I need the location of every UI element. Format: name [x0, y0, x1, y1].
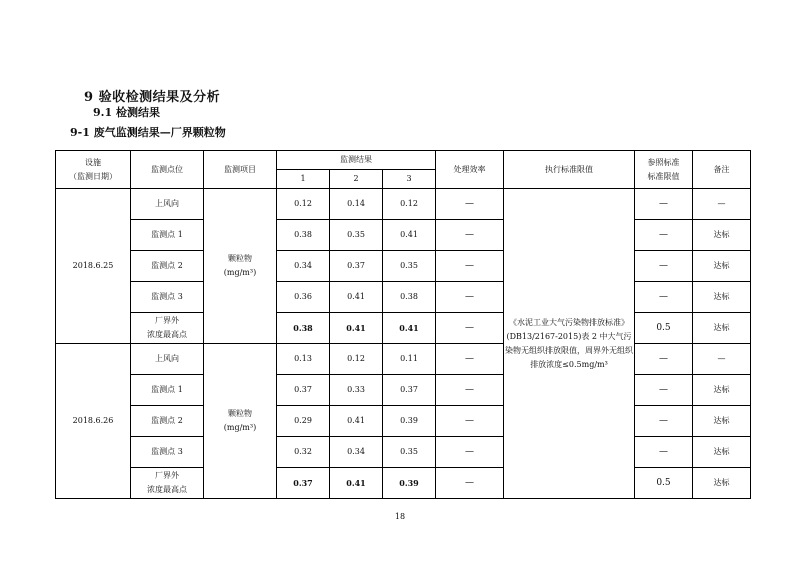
note-value: 达标: [693, 282, 751, 313]
monitoring-point: 监测点 1: [131, 220, 204, 251]
result-value-2: 0.41: [330, 406, 383, 437]
monitoring-point: 监测点 3: [131, 437, 204, 468]
result-value-2: 0.33: [330, 375, 383, 406]
result-value-2: 0.12: [330, 344, 383, 375]
efficiency-value: —: [436, 406, 504, 437]
note-value: 达标: [693, 406, 751, 437]
reference-limit: —: [635, 375, 693, 406]
reference-limit: —: [635, 437, 693, 468]
reference-limit: —: [635, 251, 693, 282]
reference-limit: —: [635, 220, 693, 251]
result-value-1: 0.37: [277, 375, 330, 406]
result-value-3: 0.41: [383, 313, 436, 344]
result-value-2: 0.41: [330, 282, 383, 313]
header-results: 监测结果: [277, 151, 436, 170]
monitoring-point: 上风向: [131, 189, 204, 220]
monitoring-point: 监测点 1: [131, 375, 204, 406]
note-value: 达标: [693, 251, 751, 282]
table-row: [56, 220, 751, 251]
monitoring-point: 上风向: [131, 344, 204, 375]
result-value-2: 0.41: [330, 313, 383, 344]
monitoring-point: 厂界外 浓度最高点: [131, 313, 204, 344]
efficiency-value: —: [436, 468, 504, 499]
result-value-2: 0.14: [330, 189, 383, 220]
result-value-3: 0.39: [383, 468, 436, 499]
monitoring-date: 2018.6.25: [56, 189, 131, 344]
header-point: 监测点位: [131, 151, 204, 189]
reference-limit: 0.5: [635, 313, 693, 344]
reference-limit: —: [635, 344, 693, 375]
table-row: [56, 437, 751, 468]
monitoring-point: 监测点 2: [131, 406, 204, 437]
monitoring-item: 颗粒物 (mg/m³): [204, 344, 277, 499]
result-value-3: 0.37: [383, 375, 436, 406]
monitoring-point: 监测点 2: [131, 251, 204, 282]
note-value: —: [693, 189, 751, 220]
efficiency-value: —: [436, 375, 504, 406]
header-standard: 执行标准限值: [504, 151, 635, 189]
table-row: [56, 313, 751, 344]
efficiency-value: —: [436, 251, 504, 282]
reference-limit: —: [635, 282, 693, 313]
result-value-3: 0.38: [383, 282, 436, 313]
efficiency-value: —: [436, 437, 504, 468]
table-row: [56, 375, 751, 406]
table-row: [56, 468, 751, 499]
table-row: [56, 282, 751, 313]
reference-limit: —: [635, 189, 693, 220]
note-value: 达标: [693, 313, 751, 344]
note-value: 达标: [693, 437, 751, 468]
page-number: 18: [394, 512, 406, 521]
reference-limit: —: [635, 406, 693, 437]
result-value-1: 0.13: [277, 344, 330, 375]
note-value: —: [693, 344, 751, 375]
note-value: 达标: [693, 375, 751, 406]
header-row: [56, 151, 751, 170]
table-row: [56, 344, 751, 375]
header-efficiency: 处理效率: [436, 151, 504, 189]
result-value-3: 0.35: [383, 251, 436, 282]
efficiency-value: —: [436, 189, 504, 220]
monitoring-results-table: [55, 150, 751, 499]
header-result-3: 3: [383, 170, 436, 189]
efficiency-value: —: [436, 313, 504, 344]
result-value-1: 0.38: [277, 313, 330, 344]
result-value-1: 0.38: [277, 220, 330, 251]
result-value-1: 0.12: [277, 189, 330, 220]
result-value-3: 0.11: [383, 344, 436, 375]
efficiency-value: —: [436, 220, 504, 251]
result-value-3: 0.35: [383, 437, 436, 468]
monitoring-date: 2018.6.26: [56, 344, 131, 499]
table-row: [56, 406, 751, 437]
note-value: 达标: [693, 220, 751, 251]
header-result-1: 1: [277, 170, 330, 189]
result-value-1: 0.37: [277, 468, 330, 499]
monitoring-point: 厂界外 浓度最高点: [131, 468, 204, 499]
reference-limit: 0.5: [635, 468, 693, 499]
result-value-1: 0.34: [277, 251, 330, 282]
table-title: 9-1 废气监测结果—厂界颗粒物: [70, 126, 226, 139]
result-value-3: 0.12: [383, 189, 436, 220]
result-value-1: 0.32: [277, 437, 330, 468]
result-value-3: 0.41: [383, 220, 436, 251]
header-note: 备注: [693, 151, 751, 189]
result-value-2: 0.35: [330, 220, 383, 251]
table-row: [56, 189, 751, 220]
header-facility: 设施 （监测日期）: [56, 151, 131, 189]
section-title: 9 验收检测结果及分析: [84, 90, 221, 105]
result-value-3: 0.39: [383, 406, 436, 437]
result-value-2: 0.41: [330, 468, 383, 499]
result-value-2: 0.34: [330, 437, 383, 468]
result-value-2: 0.37: [330, 251, 383, 282]
efficiency-value: —: [436, 282, 504, 313]
header-reference: 参照标准 标准限值: [635, 151, 693, 189]
standard-limit-text: 《水泥工业大气污染物排放标准》(DB13/2167-2015)表 2 中大气污染物无组织排放限值，周界外无组织排放浓度≤0.5mg/m³: [504, 189, 635, 499]
monitoring-item: 颗粒物 (mg/m³): [204, 189, 277, 344]
subsection-title: 9.1 检测结果: [93, 106, 160, 119]
header-result-2: 2: [330, 170, 383, 189]
note-value: 达标: [693, 468, 751, 499]
efficiency-value: —: [436, 344, 504, 375]
result-value-1: 0.29: [277, 406, 330, 437]
header-item: 监测项目: [204, 151, 277, 189]
monitoring-point: 监测点 3: [131, 282, 204, 313]
table-row: [56, 251, 751, 282]
result-value-1: 0.36: [277, 282, 330, 313]
